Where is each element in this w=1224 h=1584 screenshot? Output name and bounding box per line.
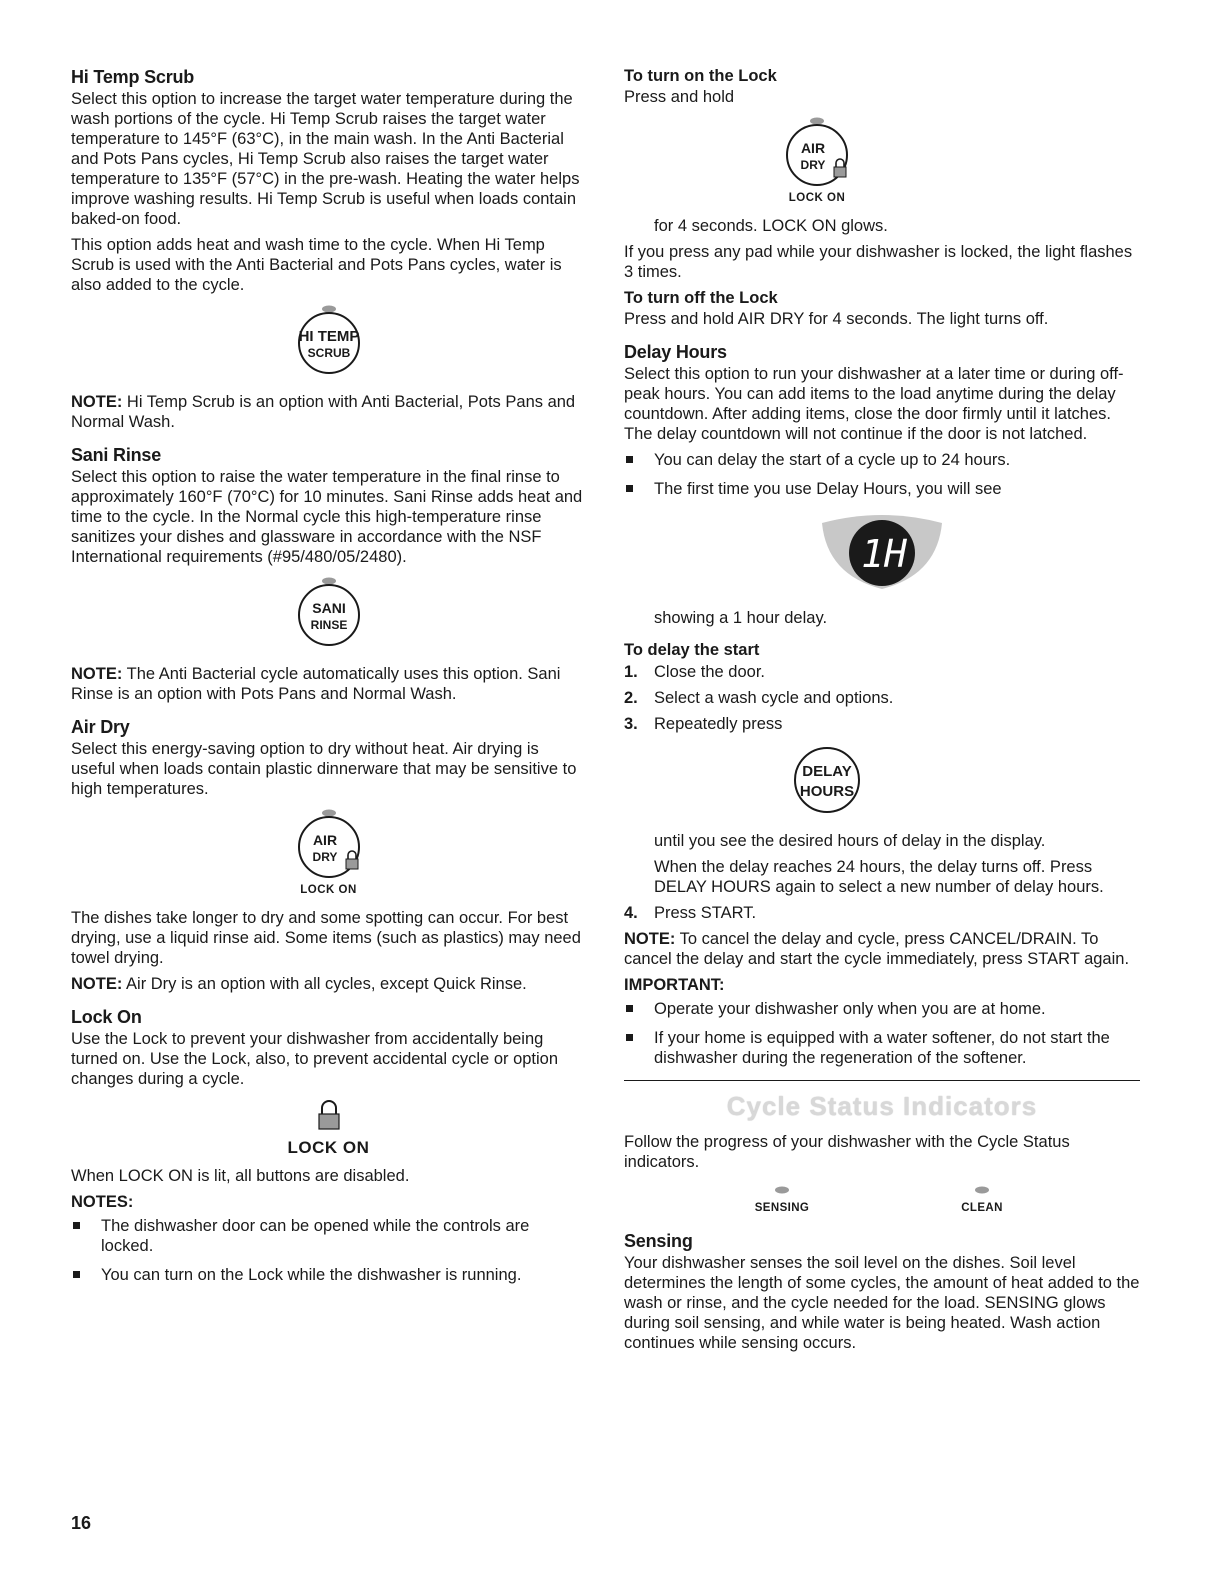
page-number: 16: [71, 1513, 92, 1533]
delay-start-until-text: until you see the desired hours of delay in the display.: [654, 832, 1046, 850]
step-item: [624, 688, 1140, 708]
list-item: If your home is equipped with a water softener, do not start the dishwasher during the regeneration of the softener.: [624, 1028, 1140, 1068]
button-label-line2: SCRUB: [307, 346, 350, 360]
list-item: The dishwasher door can be opened while the controls are locked.: [71, 1216, 586, 1256]
indicator-led-icon: [810, 118, 824, 125]
step-number: 4.: [624, 904, 638, 922]
button-label-line1: SANI: [311, 600, 346, 616]
sani-rinse-button[interactable]: [288, 575, 370, 647]
display-digits: 1H: [861, 532, 907, 576]
note-label: NOTE:: [71, 393, 123, 411]
delay-hours-section: [624, 341, 1140, 628]
lock-on-heading: Lock On: [71, 1007, 142, 1027]
list-item: The first time you use Delay Hours, you will see: [624, 479, 1140, 499]
delay-hours-button-figure: [514, 742, 1140, 819]
air-dry-section: [71, 716, 586, 994]
round-button-icon: [288, 575, 370, 647]
clean-indicator: [937, 1182, 1027, 1214]
step-number: 2.: [624, 689, 638, 707]
delay-display-figure: [624, 513, 1140, 598]
padlock-icon: [315, 1099, 343, 1131]
lock-on-caption: LOCK ON: [300, 884, 357, 896]
sensing-heading: Sensing: [624, 1231, 693, 1251]
delay-start-when-text: When the delay reaches 24 hours, the delay turns off. Press DELAY HOURS again to select a new number of delay hours.: [654, 858, 1104, 896]
lock-on-indicator-figure: [71, 1099, 586, 1158]
important-list: [624, 999, 1140, 1068]
padlock-icon: [346, 851, 358, 869]
round-button-icon: [786, 742, 868, 814]
note-text: Air Dry is an option with all cycles, except Quick Rinse.: [122, 975, 527, 993]
air-dry-button-figure: [71, 807, 586, 896]
button-label-line2: DRY: [312, 850, 337, 864]
right-column: [624, 66, 1140, 1365]
hi-temp-scrub-text: Select this option to increase the target water temperature during the wash portions of the cycle. Hi Temp Scrub raises the target water temperature to 145°F (63°C), in the main wash. In the Anti Bacterial and Pots Pans cycles, Hi Temp Scrub also raises the target water temperature to 135°F (57°C) in the pre-wash. Heating the water helps improve washing results. Hi Temp Scrub is useful when loads contain baked-on food.: [71, 90, 580, 228]
indicator-led-icon: [322, 306, 336, 313]
button-label-line1: AIR: [312, 832, 337, 848]
delay-start-steps-2: [624, 903, 1140, 923]
lock-on-text: Use the Lock to prevent your dishwasher from accidentally being turned on. Use the Lock, also, to prevent accidental cycle or option changes during a cycle.: [71, 1030, 559, 1088]
air-dry-heading: Air Dry: [71, 717, 130, 737]
step-text: Press START.: [654, 904, 757, 922]
sani-rinse-note: [71, 664, 586, 704]
delay-start-note: [624, 929, 1140, 969]
delay-start-heading: To delay the start: [624, 641, 760, 659]
indicator-led-icon: [972, 1185, 992, 1195]
clean-indicator-label: CLEAN: [961, 1202, 1003, 1214]
note-text: The Anti Bacterial cycle automatically uses this option. Sani Rinse is an option with Pots Pans and Normal Wash.: [71, 665, 561, 703]
sani-rinse-button-figure: [71, 575, 586, 652]
list-item: You can turn on the Lock while the dishwasher is running.: [71, 1265, 586, 1285]
delay-hours-text: Select this option to run your dishwasher at a later time or during off-peak hours. You can add items to the load anytime during the delay countdown. After adding items, close the door firmly until it latches. The delay countdown will not continue if the door is not latched.: [624, 365, 1124, 443]
turn-on-lock-text-3: If you press any pad while your dishwasher is locked, the light flashes 3 times.: [624, 243, 1133, 281]
turn-on-lock-section: [624, 66, 1140, 329]
hi-temp-scrub-text-2: This option adds heat and wash time to the cycle. When Hi Temp Scrub is used with the Anti Bacterial and Pots Pans cycles, water is also added to the cycle.: [71, 236, 562, 294]
delay-start-steps: [624, 662, 1140, 734]
cycle-status-indicators: [624, 1182, 1140, 1214]
lock-on-caption: LOCK ON: [287, 1138, 370, 1157]
turn-on-lock-text: Press and hold: [624, 88, 735, 106]
air-dry-button[interactable]: [776, 115, 858, 187]
step-text: Repeatedly press: [654, 715, 783, 733]
sani-rinse-text: Select this option to raise the water temperature in the final rinse to approximately 160°F (70°C) for 10 minutes. Sani Rinse adds heat and time to the cycle. In the Normal cycle this high-temperature rinse sanitizes your dishes and glassware in accordance with the NSF International requirements (#95/480/05/2480).: [71, 468, 583, 566]
turn-off-lock-text: Press and hold AIR DRY for 4 seconds. The light turns off.: [624, 310, 1049, 328]
air-dry-button[interactable]: [288, 807, 370, 879]
air-dry-text-2: The dishes take longer to dry and some spotting can occur. For best drying, use a liquid rinse aid. Some items (such as plastics) may need towel drying.: [71, 909, 581, 967]
air-dry-note: [71, 974, 586, 994]
note-label: NOTE:: [624, 930, 676, 948]
step-number: 1.: [624, 663, 638, 681]
note-label: NOTE:: [71, 975, 123, 993]
button-label-line2: HOURS: [799, 783, 855, 800]
round-button-icon: [288, 303, 370, 375]
turn-on-lock-text-2: for 4 seconds. LOCK ON glows.: [654, 217, 888, 235]
padlock-icon: [834, 159, 846, 177]
sensing-indicator: [737, 1182, 827, 1214]
hi-temp-scrub-button-figure: [71, 303, 586, 380]
hi-temp-scrub-note: [71, 392, 586, 432]
button-label-line1: DELAY: [802, 763, 852, 780]
important-heading: IMPORTANT:: [624, 976, 725, 994]
list-item: You can delay the start of a cycle up to 24 hours.: [624, 450, 1140, 470]
indicator-led-icon: [322, 578, 336, 585]
sani-rinse-heading: Sani Rinse: [71, 445, 162, 465]
step-text: Select a wash cycle and options.: [654, 689, 894, 707]
note-text: Hi Temp Scrub is an option with Anti Bacterial, Pots Pans and Normal Wash.: [71, 393, 576, 431]
air-dry-text: Select this energy-saving option to dry without heat. Air drying is useful when loads contain plastic dinnerware that may be sensitive to high temperatures.: [71, 740, 577, 798]
sensing-section: [624, 1230, 1140, 1353]
indicator-led-icon: [322, 810, 336, 817]
cycle-status-section: [624, 1091, 1140, 1214]
indicator-led-icon: [772, 1185, 792, 1195]
delay-hours-button[interactable]: [786, 742, 868, 814]
left-column: [71, 66, 586, 1297]
lock-on-notes-list: [71, 1216, 586, 1285]
step-number: 3.: [624, 715, 638, 733]
note-text: To cancel the delay and cycle, press CANCEL/DRAIN. To cancel the delay and start the cycle immediately, press START again.: [624, 930, 1130, 968]
button-label-line2: RINSE: [310, 618, 347, 632]
round-button-icon: [776, 115, 858, 187]
lock-on-caption: LOCK ON: [788, 192, 846, 204]
step-item: [624, 662, 1140, 682]
turn-off-lock-heading: To turn off the Lock: [624, 289, 778, 307]
step-item: [624, 714, 1140, 734]
notes-heading: NOTES:: [71, 1193, 134, 1211]
air-dry-button-figure: [494, 115, 1140, 204]
cycle-status-text: Follow the progress of your dishwasher with the Cycle Status indicators.: [624, 1133, 1070, 1171]
sensing-indicator-label: SENSING: [754, 1202, 810, 1214]
delay-hours-text-2: showing a 1 hour delay.: [654, 609, 828, 627]
lock-on-section: [71, 1006, 586, 1285]
delay-display-icon: [817, 513, 947, 593]
list-item: Operate your dishwasher only when you are at home.: [624, 999, 1140, 1019]
note-label: NOTE:: [71, 665, 123, 683]
button-label-line2: DRY: [800, 158, 826, 172]
turn-on-lock-heading: To turn on the Lock: [624, 67, 777, 85]
sensing-text: Your dishwasher senses the soil level on the dishes. Soil level determines the length of some cycles, the amount of heat added to the wash or rinse, and the cycle needed for the load. SENSING glows during soil sensing, and while water is being heated. Wash action continues while sensing occurs.: [624, 1254, 1140, 1352]
button-label-line1: HI TEMP: [298, 328, 359, 345]
step-text: Close the door.: [654, 663, 765, 681]
sani-rinse-section: [71, 444, 586, 704]
button-label-line1: AIR: [800, 140, 826, 156]
lock-on-text-2: When LOCK ON is lit, all buttons are disabled.: [71, 1167, 410, 1185]
hi-temp-scrub-heading: Hi Temp Scrub: [71, 67, 195, 87]
delay-hours-heading: Delay Hours: [624, 342, 727, 362]
hi-temp-scrub-button[interactable]: [288, 303, 370, 375]
delay-start-section: [624, 640, 1140, 1068]
round-button-icon: [288, 807, 370, 879]
cycle-status-heading: Cycle Status Indicators: [726, 1091, 1038, 1121]
delay-hours-list: [624, 450, 1140, 499]
step-item: [624, 903, 1140, 923]
section-divider: [624, 1080, 1140, 1081]
